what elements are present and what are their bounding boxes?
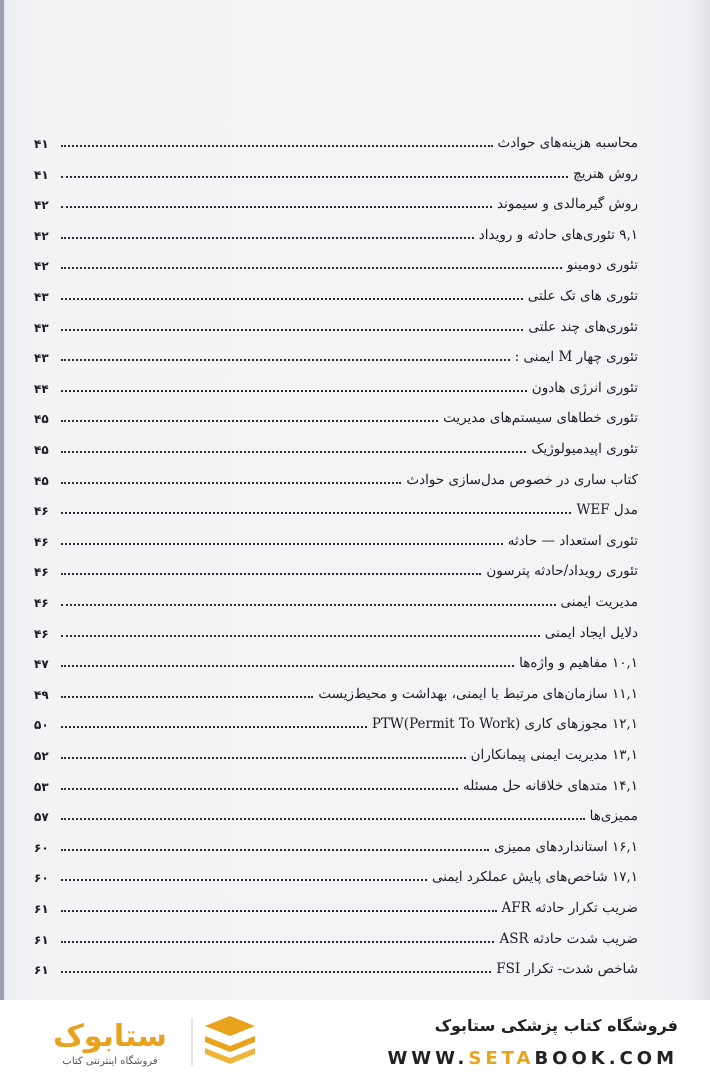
- toc-entry: [34, 403, 638, 427]
- dot-leader: [61, 664, 514, 667]
- toc-entry-title: ۱۷,۱ شاخص‌های پایش عملکرد ایمنی: [431, 869, 638, 886]
- dot-leader: [61, 756, 466, 759]
- toc-entry-title: مدل WEF: [576, 502, 638, 519]
- toc-entry-title: کتاب ساری در خصوص مدل‌سازی حوادث: [406, 471, 638, 488]
- dot-leader: [61, 787, 458, 790]
- toc-entry-title: ۱۶,۱ استانداردهای ممیزی: [494, 838, 638, 855]
- toc-entry-page: ۶۰: [34, 871, 49, 886]
- dot-leader: [61, 940, 494, 943]
- toc-entry-page: ۴۱: [34, 167, 49, 182]
- toc-entry-page: ۴۶: [34, 504, 49, 519]
- book-stack-icon: [205, 1016, 255, 1064]
- toc-entry-title: تئوری رویداد/حادثه پترسون: [486, 563, 638, 580]
- toc-entry-page: ۴۲: [34, 228, 49, 243]
- toc-entry: [34, 373, 638, 397]
- logo-tagline: فروشگاه اینترنتی کتاب: [62, 1056, 158, 1067]
- toc-entry: [34, 189, 638, 213]
- toc-entry-title: تئوری خطاهای سیستم‌های مدیریت: [443, 410, 638, 427]
- toc-entry-title: ۱۳,۱ مدیریت ایمنی پیمانکاران: [470, 747, 638, 763]
- dot-leader: [61, 511, 571, 514]
- store-name: فروشگاه کتاب پزشکی ستابوک: [434, 1016, 678, 1035]
- toc-entry-title: تئوری های تک علتی: [527, 288, 638, 304]
- dot-leader: [61, 848, 489, 851]
- dot-leader: [61, 144, 493, 147]
- toc-entry: [34, 648, 638, 672]
- toc-entry-page: ۴۴: [34, 381, 49, 396]
- toc-entry-title: ۱۴,۱ متدهای خلاقانه حل مسئله: [463, 777, 638, 794]
- toc-entry: [34, 281, 638, 305]
- toc-entry: [34, 128, 638, 152]
- toc-entry-page: ۶۱: [34, 932, 49, 947]
- toc-entry-page: ۴۲: [34, 259, 49, 274]
- toc-entry-page: ۴۳: [34, 351, 49, 366]
- toc-entry-title: روش هنریچ: [573, 165, 638, 182]
- toc-entry-title: ۱۰,۱ مفاهیم و واژه‌ها: [519, 655, 638, 672]
- table-of-contents: [34, 0, 638, 1000]
- toc-entry: [34, 801, 638, 825]
- url-accent: SETA: [468, 1048, 535, 1069]
- dot-leader: [61, 266, 562, 269]
- toc-entry-title: شاخص شدت- تکرار FSI: [496, 961, 638, 978]
- url-prefix: WWW.: [387, 1048, 469, 1069]
- dot-leader: [61, 175, 568, 178]
- toc-entry: [34, 740, 638, 764]
- toc-entry-title: تئوری دومینو: [566, 257, 638, 274]
- dot-leader: [61, 878, 427, 881]
- toc-entry: [34, 312, 638, 336]
- toc-entry-title: ضریب تکرار حادثه AFR: [501, 900, 638, 916]
- toc-entry-title: دلایل ایجاد ایمنی: [544, 624, 638, 641]
- dot-leader: [61, 634, 540, 637]
- toc-entry-page: ۴۷: [34, 657, 49, 672]
- toc-entry-title: ضریب شدت حادثه ASR: [499, 930, 638, 947]
- toc-entry-title: روش گیرمالدی و سیموند: [497, 196, 638, 213]
- toc-entry-page: ۴۵: [34, 412, 49, 427]
- toc-entry-page: ۴۳: [34, 290, 49, 304]
- dot-leader: [61, 419, 438, 422]
- toc-entry: [34, 679, 638, 703]
- toc-entry-page: ۵۲: [34, 749, 49, 763]
- toc-entry: [34, 526, 638, 550]
- toc-entry-page: ۶۰: [34, 840, 49, 855]
- toc-entry-title: تئوری‌های چند علتی: [528, 318, 638, 335]
- toc-entry: [34, 434, 638, 458]
- toc-entry: [34, 465, 638, 489]
- toc-entry-page: ۴۵: [34, 473, 49, 488]
- toc-entry-title: تئوری چهار M ایمنی :: [514, 349, 638, 366]
- url-suffix: BOOK.COM: [534, 1048, 678, 1069]
- toc-entry: [34, 709, 638, 733]
- toc-entry-page: ۴۶: [34, 565, 49, 580]
- dot-leader: [61, 450, 526, 453]
- toc-entry: [34, 495, 638, 519]
- dot-leader: [61, 205, 492, 208]
- toc-entry: [34, 159, 638, 183]
- setabook-logo: [30, 1012, 280, 1072]
- toc-entry: [34, 250, 638, 274]
- toc-entry: [34, 893, 638, 917]
- toc-entry-title: تئوری انرژی هادون: [531, 379, 638, 396]
- toc-entry-page: ۴۵: [34, 443, 49, 457]
- toc-entry-page: ۴۲: [34, 198, 49, 213]
- toc-entry-title: ۱۱,۱ سازمان‌های مرتبط با ایمنی، بهداشت و محیط‌زیست: [318, 685, 638, 702]
- toc-entry-title: محاسبه هزینه‌های حوادث: [497, 135, 638, 151]
- toc-entry-page: ۶۱: [34, 902, 49, 916]
- logo-wordmark: ستابوک: [53, 1019, 167, 1054]
- toc-entry-page: ۵۳: [34, 779, 49, 794]
- toc-entry: [34, 220, 638, 244]
- dot-leader: [61, 817, 585, 820]
- toc-entry: [34, 342, 638, 366]
- toc-entry-page: ۴۱: [34, 137, 49, 151]
- toc-entry-page: ۴۳: [34, 320, 49, 335]
- dot-leader: [61, 695, 313, 698]
- dot-leader: [61, 297, 523, 300]
- dot-leader: [61, 572, 481, 575]
- toc-entry-page: ۵۰: [34, 718, 49, 733]
- toc-entry: [34, 832, 638, 856]
- toc-entry-title: ممیزی‌ها: [589, 808, 638, 825]
- toc-entry-title: تئوری اپیدمیولوژیک: [531, 441, 638, 457]
- toc-entry-title: مدیریت ایمنی: [560, 594, 638, 610]
- toc-entry-title: تئوری استعداد — حادثه: [507, 532, 638, 549]
- dot-leader: [61, 542, 503, 545]
- dot-leader: [61, 236, 474, 239]
- toc-entry: [34, 862, 638, 886]
- toc-entry: [34, 954, 638, 978]
- dot-leader: [61, 328, 523, 331]
- toc-entry-page: ۴۶: [34, 534, 49, 549]
- toc-entry-title: ۱۲,۱ مجوزهای کاری (Permit To Work)PTW: [371, 716, 638, 733]
- dot-leader: [61, 481, 401, 484]
- toc-entry: [34, 556, 638, 580]
- toc-entry-page: ۵۷: [34, 810, 49, 825]
- toc-entry: [34, 771, 638, 795]
- dot-leader: [61, 358, 510, 361]
- store-url[interactable]: [387, 1048, 678, 1069]
- dot-leader: [61, 725, 367, 728]
- toc-entry-page: ۴۶: [34, 596, 49, 610]
- toc-entry: [34, 924, 638, 948]
- dot-leader: [61, 389, 527, 392]
- dot-leader: [61, 603, 556, 606]
- dot-leader: [61, 909, 497, 912]
- toc-entry-page: ۴۹: [34, 687, 49, 702]
- dot-leader: [61, 970, 491, 973]
- toc-entry: [34, 587, 638, 611]
- toc-entry-title: ۹,۱ تئوری‌های حادثه و رویداد: [478, 226, 638, 243]
- toc-entry-page: ۶۱: [34, 963, 49, 978]
- toc-entry-page: ۴۶: [34, 626, 49, 641]
- toc-entry: [34, 618, 638, 642]
